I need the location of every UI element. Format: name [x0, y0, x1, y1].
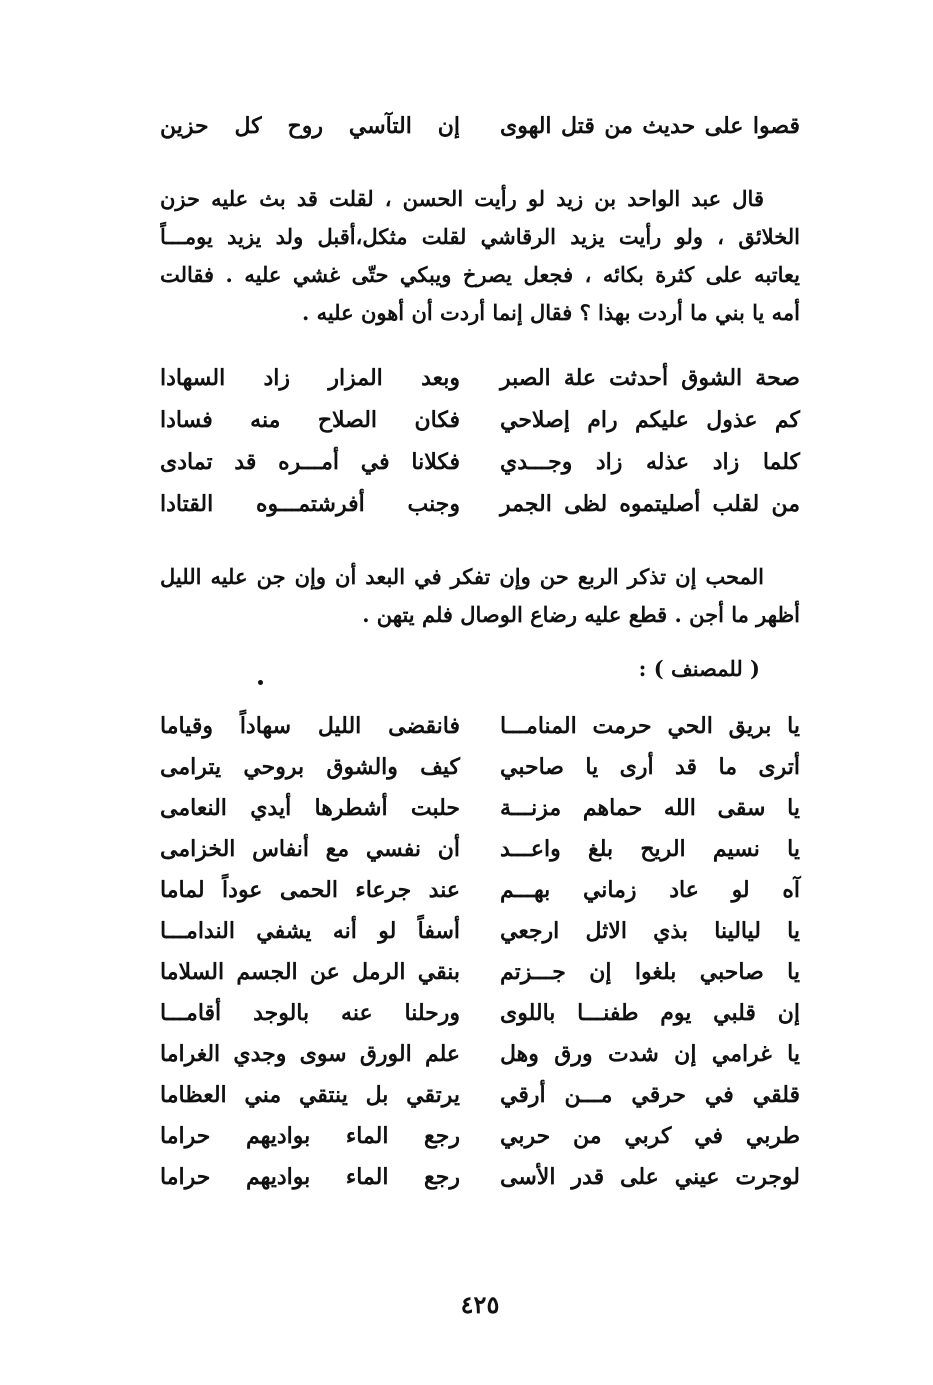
verse-left-hemistich: وبعد المزار زاد السهادا [160, 365, 460, 391]
opening-verse-right-hemistich: قصوا على حديث من قتل الهوى [500, 113, 800, 139]
poem-2-verse [160, 747, 800, 787]
verse-right-hemistich: صحة الشوق أحدثت علة الصبر [500, 365, 800, 391]
verse-left-hemistich: حلبت أشطرها أيدي النعامى [160, 795, 460, 821]
verse-left-hemistich: رجع الماء بواديهم حراما [160, 1164, 460, 1190]
poem-2-verse [160, 993, 800, 1033]
paragraph-2-line: المحب إن تذكر الربع حن وإن تفكر في البعد أن وإن جن عليه الليل [160, 564, 764, 589]
poem-2-verse [160, 829, 800, 869]
verse-right-hemistich: يا ليالينا بذي الاثل ارجعي [500, 918, 800, 944]
verse-right-hemistich: آه لو عاد زماني بهـــم [500, 877, 800, 903]
paragraph-2 [160, 558, 800, 634]
poem-2-verse [160, 706, 800, 746]
verse-left-hemistich: فكلانا في أمـــره قد تمادى [160, 449, 460, 475]
ink-dot [258, 680, 263, 685]
verse-right-hemistich: أترى ما قد أرى يا صاحبي [500, 754, 800, 780]
poem-2-verse [160, 870, 800, 910]
verse-right-hemistich: يا غرامي إن شدت ورق وهل [500, 1041, 800, 1067]
verse-left-hemistich: بنقي الرمل عن الجسم السلاما [160, 959, 460, 985]
verse-left-hemistich: فكان الصلاح منه فسادا [160, 407, 460, 433]
verse-left-hemistich: فانقضى الليل سهاداً وقياما [160, 713, 460, 739]
verse-right-hemistich: يا نسيم الريح بلغ واعـــد [500, 836, 800, 862]
paragraph-1-line: أمه يا بني ما أردت بهذا ؟ فقال إنما أردت أن أهون عليه . [301, 300, 800, 325]
poem-2-verse [160, 1034, 800, 1074]
poem-2-verse [160, 788, 800, 828]
verse-right-hemistich: يا صاحبي بلغوا إن جـــزتم [500, 959, 800, 985]
verse-left-hemistich: يرتقي بل ينتقي مني العظاما [160, 1082, 460, 1108]
verse-right-hemistich: كلما زاد عذله زاد وجـــدي [500, 449, 800, 475]
poem-2-verse [160, 1116, 800, 1156]
verse-left-hemistich: كيف والشوق بروحي يترامى [160, 754, 460, 780]
poem-2-verse [160, 1075, 800, 1115]
opening-verse [160, 106, 800, 146]
poem-2-verse [160, 1157, 800, 1197]
paragraph-2-line: أظهر ما أجن . قطع عليه رضاع الوصال فلم يتهن . [362, 602, 800, 627]
poem-1-verse [160, 358, 800, 398]
book-page [160, 0, 800, 1385]
poem-2-verse [160, 952, 800, 992]
opening-verse-left-hemistich: إن التآسي روح كل حزين [160, 113, 460, 139]
poem-1-verse [160, 484, 800, 524]
poem-2-verse [160, 911, 800, 951]
paragraph-1-line: الخلائق ، ولو رأيت يزيد الرقاشي لقلت مثكل،أقبل ولد يزيد يومـــاً [160, 224, 800, 249]
paragraph-1-line: قال عبد الواحد بن زيد لو رأيت الحسن ، لقلت قد بث عليه حزن [160, 186, 764, 211]
verse-left-hemistich: رجع الماء بواديهم حراما [160, 1123, 460, 1149]
page-number: ٤٢٥ [460, 1290, 500, 1319]
verse-right-hemistich: طربي في كربي من حربي [500, 1123, 800, 1149]
poem-1-verse [160, 400, 800, 440]
verse-right-hemistich: من لقلب أصليتموه لظى الجمر [500, 491, 800, 517]
author-attribution: ( للمصنف ) : [638, 656, 760, 681]
verse-left-hemistich: وجنب أفرشتمـــوه القتادا [160, 491, 460, 517]
verse-right-hemistich: إن قلبي يوم طفنـــا باللوى [500, 1000, 800, 1026]
poem-1-verse [160, 442, 800, 482]
verse-right-hemistich: يا سقى الله حماهم مزنـــة [500, 795, 800, 821]
verse-right-hemistich: لوجرت عيني على قدر الأسى [500, 1164, 800, 1190]
verse-left-hemistich: علم الورق سوى وجدي الغراما [160, 1041, 460, 1067]
paragraph-1-line: يعاتبه على كثرة بكائه ، فجعل يصرخ ويبكي حتّى غشي عليه . فقالت [160, 262, 800, 287]
verse-right-hemistich: يا بريق الحي حرمت المنامـــا [500, 713, 800, 739]
paragraph-1 [160, 180, 800, 332]
verse-left-hemistich: ورحلنا عنه بالوجد أقامـــا [160, 1000, 460, 1026]
verse-left-hemistich: أسفاً لو أنه يشفي الندامـــا [160, 918, 460, 944]
verse-right-hemistich: كم عذول عليكم رام إصلاحي [500, 407, 800, 433]
verse-right-hemistich: قلقي في حرقي مـــن أرقي [500, 1082, 800, 1108]
verse-left-hemistich: عند جرعاء الحمى عوداً لماما [160, 877, 460, 903]
verse-left-hemistich: أن نفسي مع أنفاس الخزامى [160, 836, 460, 862]
